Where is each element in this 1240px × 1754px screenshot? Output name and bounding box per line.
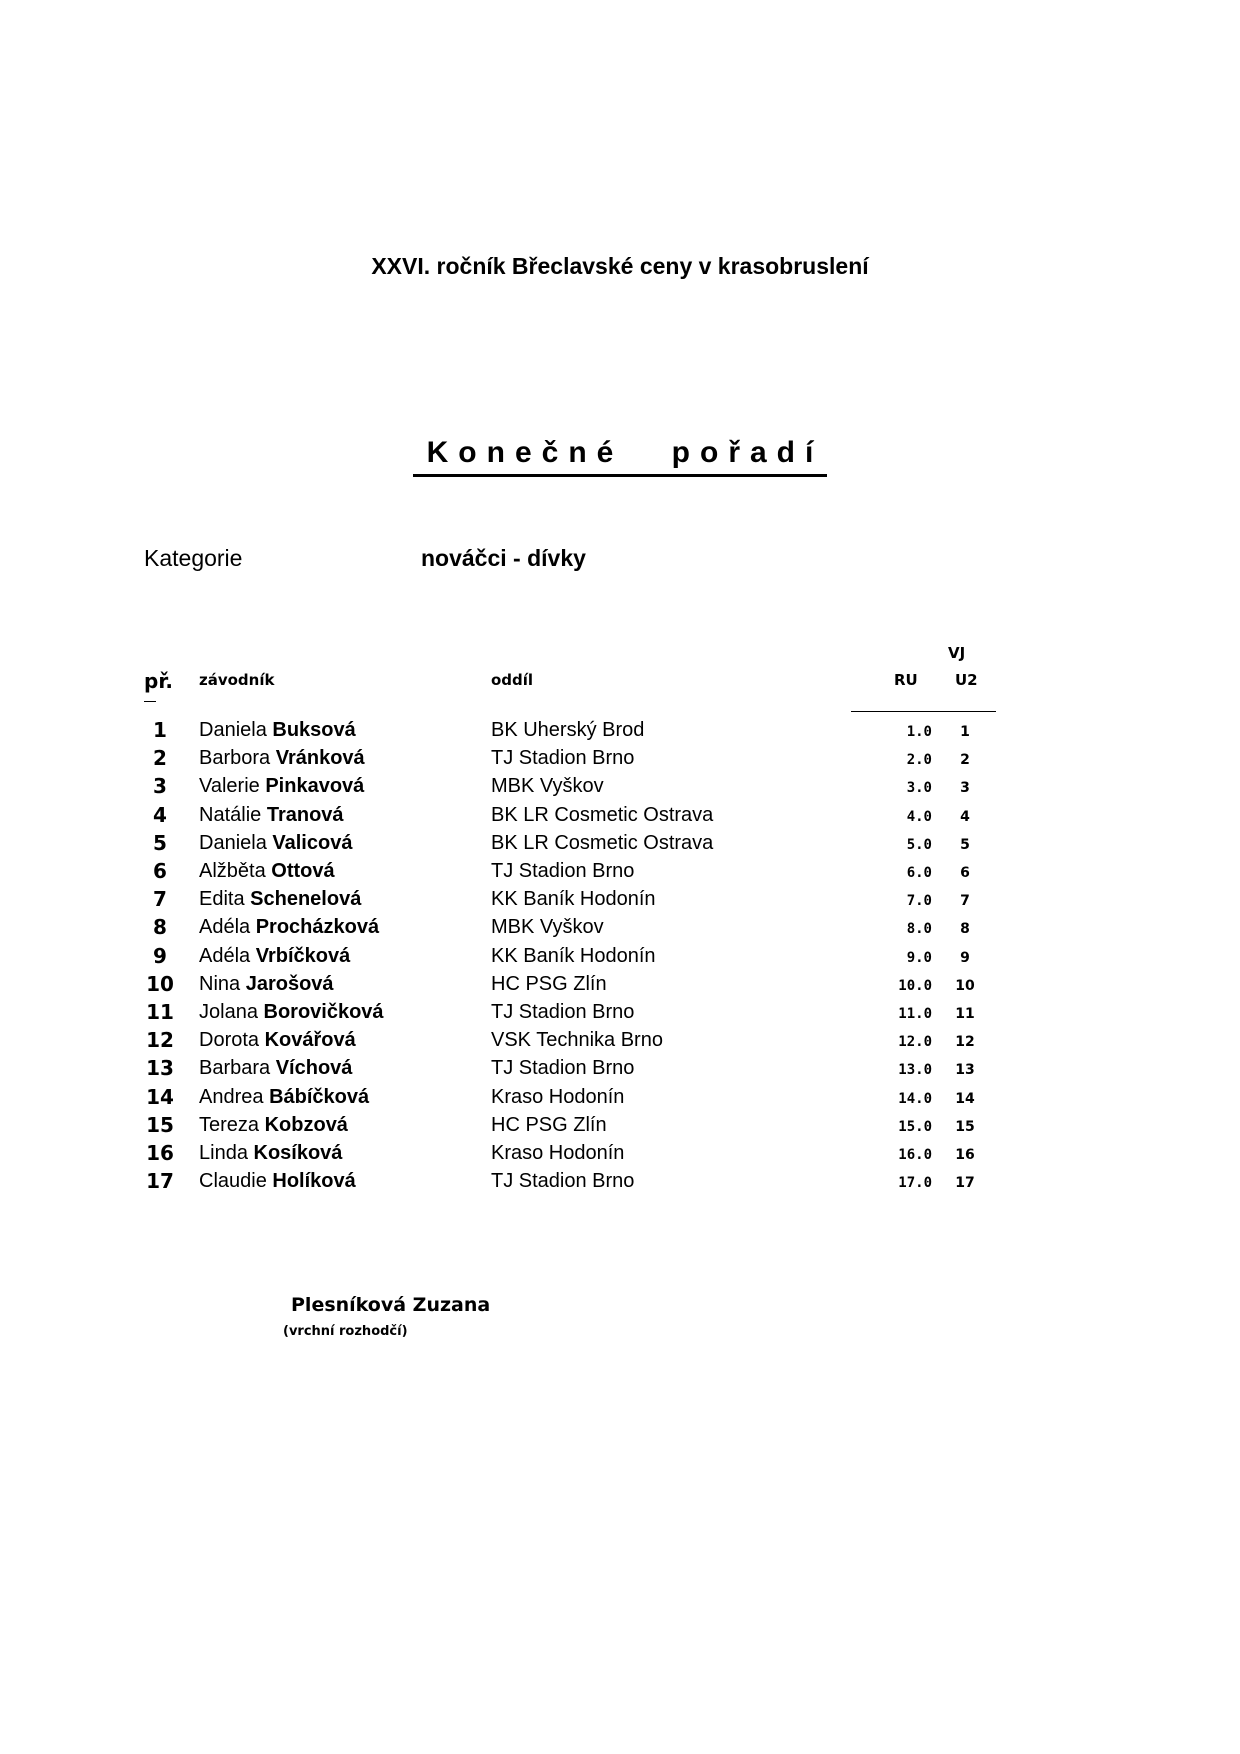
club-cell: KK Baník Hodonín	[491, 888, 656, 911]
first-name: Tereza	[199, 1113, 260, 1136]
u2-cell: 15	[955, 1118, 975, 1135]
first-name: Jolana	[199, 1001, 258, 1023]
last-name: Valicová	[272, 831, 353, 854]
club-cell: BK LR Cosmetic Ostrava	[491, 831, 714, 854]
club-cell: BK LR Cosmetic Ostrava	[491, 803, 714, 826]
u2-cell: 6	[960, 865, 970, 881]
club-cell: Kraso Hodonín	[491, 1142, 625, 1164]
last-name: Kovářová	[264, 1029, 356, 1052]
column-header-name: závodník	[199, 671, 275, 689]
competitor-cell	[199, 1029, 356, 1052]
u2-cell: 12	[955, 1034, 975, 1051]
header-divider-rule	[851, 711, 996, 712]
u2-cell: 13	[955, 1062, 975, 1079]
table-row	[0, 942, 1240, 970]
club-cell: TJ Stadion Brno	[491, 1057, 635, 1080]
competitor-cell	[199, 775, 364, 798]
last-name: Jarošová	[245, 972, 334, 995]
first-name: Adéla	[199, 944, 251, 967]
ru-cell: 13.0	[898, 1062, 932, 1079]
rank-cell: 5	[153, 830, 167, 855]
ru-cell: 11.0	[898, 1006, 932, 1022]
last-name: Procházková	[255, 916, 380, 939]
last-name: Holíková	[272, 1170, 356, 1193]
table-row	[0, 744, 1240, 772]
first-name: Claudie	[199, 1170, 267, 1193]
rank-cell: 17	[146, 1169, 174, 1194]
column-header-u2: U2	[955, 671, 978, 689]
competitor-cell	[199, 1086, 369, 1109]
club-cell: BK Uherský Brod	[491, 719, 645, 741]
table-row	[0, 1026, 1240, 1054]
ru-cell: 2.0	[906, 752, 932, 769]
last-name: Pinkavová	[265, 775, 365, 798]
first-name: Barbara	[199, 1057, 271, 1080]
rank-cell: 11	[146, 1000, 174, 1024]
ru-cell: 14.0	[898, 1090, 932, 1107]
competitor-cell	[199, 1170, 356, 1193]
table-row	[0, 716, 1240, 744]
table-row	[0, 1139, 1240, 1167]
table-row	[0, 1054, 1240, 1082]
club-cell: MBK Vyškov	[491, 916, 604, 939]
first-name: Natálie	[199, 803, 262, 826]
ru-cell: 1.0	[906, 724, 932, 740]
ru-cell: 9.0	[906, 949, 932, 966]
u2-cell: 7	[960, 893, 970, 910]
club-cell: TJ Stadion Brno	[491, 747, 635, 770]
competitor-cell	[199, 1114, 348, 1137]
rank-cell: 13	[146, 1056, 174, 1081]
first-name: Adéla	[199, 916, 251, 939]
first-name: Alžběta	[199, 860, 266, 882]
u2-cell: 17	[955, 1175, 975, 1192]
ru-cell: 3.0	[906, 780, 932, 797]
rank-cell: 6	[153, 859, 167, 883]
last-name: Ottová	[271, 860, 335, 882]
last-name: Schenelová	[250, 888, 362, 911]
rank-cell: 3	[153, 774, 167, 799]
rank-cell: 9	[153, 943, 167, 968]
first-name: Valerie	[199, 775, 260, 798]
table-row	[0, 857, 1240, 885]
rank-cell: 16	[146, 1141, 174, 1165]
last-name: Vránková	[275, 747, 365, 770]
ru-cell: 15.0	[898, 1118, 932, 1135]
ru-cell: 7.0	[906, 893, 932, 910]
last-name: Kobzová	[264, 1113, 348, 1136]
table-row	[0, 829, 1240, 857]
competitor-cell	[199, 1142, 342, 1165]
u2-cell: 9	[960, 949, 970, 966]
club-cell: MBK Vyškov	[491, 775, 604, 798]
last-name: Borovičková	[263, 1001, 384, 1023]
competitor-cell	[199, 747, 365, 770]
column-header-ru: RU	[894, 671, 918, 689]
table-row	[0, 772, 1240, 800]
u2-cell: 2	[960, 752, 970, 769]
last-name: Vrbíčková	[255, 944, 351, 967]
ru-cell: 17.0	[898, 1175, 932, 1192]
competitor-cell	[199, 973, 334, 996]
column-header-rank: př.	[144, 669, 173, 693]
rank-cell: 12	[146, 1028, 174, 1053]
table-row	[0, 885, 1240, 913]
club-cell: HC PSG Zlín	[491, 1113, 607, 1136]
last-name: Víchová	[275, 1057, 353, 1080]
first-name: Barbora	[199, 747, 271, 770]
header-divider-dash	[144, 701, 156, 702]
rank-cell: 15	[146, 1112, 174, 1137]
club-cell: TJ Stadion Brno	[491, 1170, 635, 1193]
last-name: Kosíková	[253, 1142, 343, 1164]
competitor-cell	[199, 945, 350, 968]
u2-cell: 5	[960, 836, 970, 853]
rank-cell: 2	[153, 746, 167, 771]
first-name: Andrea	[199, 1085, 264, 1108]
referee-role: (vrchní rozhodčí)	[283, 1324, 408, 1339]
u2-cell: 16	[955, 1147, 975, 1163]
ru-cell: 6.0	[906, 865, 932, 881]
rank-cell: 10	[146, 971, 174, 996]
competitor-cell	[199, 888, 361, 911]
club-cell: TJ Stadion Brno	[491, 1001, 635, 1023]
club-cell: HC PSG Zlín	[491, 972, 607, 995]
rank-cell: 14	[146, 1084, 174, 1109]
rank-cell: 4	[153, 802, 167, 827]
club-cell: KK Baník Hodonín	[491, 944, 656, 967]
column-header-club: oddíl	[491, 671, 534, 689]
competitor-cell	[199, 804, 344, 827]
u2-cell: 8	[960, 921, 970, 938]
ru-cell: 8.0	[906, 921, 932, 938]
first-name: Dorota	[199, 1029, 260, 1052]
column-header-vj: VJ	[948, 644, 966, 662]
competitor-cell	[199, 916, 379, 939]
rank-cell: 1	[153, 718, 167, 742]
heading-text: Konečné pořadí	[413, 436, 828, 477]
first-name: Linda	[199, 1142, 248, 1164]
category-label: Kategorie	[144, 545, 243, 571]
first-name: Daniela	[199, 719, 267, 741]
table-row	[0, 998, 1240, 1026]
u2-cell: 10	[955, 977, 975, 994]
category-value: nováčci - dívky	[421, 545, 586, 571]
ru-cell: 12.0	[898, 1034, 932, 1051]
event-title: XXVI. ročník Břeclavské ceny v krasobruslení	[371, 253, 869, 279]
competitor-cell	[199, 1057, 352, 1080]
last-name: Bábíčková	[269, 1085, 370, 1108]
final-ranking-heading	[0, 436, 1240, 477]
u2-cell: 14	[955, 1090, 975, 1107]
club-cell: TJ Stadion Brno	[491, 860, 635, 882]
ru-cell: 5.0	[906, 836, 932, 853]
u2-cell: 11	[955, 1006, 975, 1022]
competitor-cell	[199, 719, 356, 742]
table-row	[0, 1111, 1240, 1139]
ru-cell: 16.0	[898, 1147, 932, 1163]
first-name: Daniela	[199, 831, 267, 854]
table-row	[0, 913, 1240, 941]
rank-cell: 7	[153, 887, 167, 912]
club-cell: Kraso Hodonín	[491, 1085, 625, 1108]
u2-cell: 3	[960, 780, 970, 797]
first-name: Edita	[199, 888, 245, 911]
table-row	[0, 1167, 1240, 1195]
last-name: Tranová	[266, 803, 344, 826]
first-name: Nina	[199, 972, 241, 995]
rank-cell: 8	[153, 915, 167, 940]
referee-name: Plesníková Zuzana	[291, 1294, 491, 1316]
ru-cell: 10.0	[898, 977, 932, 994]
competitor-cell	[199, 832, 352, 855]
table-row	[0, 801, 1240, 829]
table-row	[0, 970, 1240, 998]
club-cell: VSK Technika Brno	[491, 1029, 663, 1052]
table-row	[0, 1083, 1240, 1111]
competitor-cell	[199, 860, 335, 883]
u2-cell: 1	[960, 724, 970, 740]
competitor-cell	[199, 1001, 384, 1024]
ru-cell: 4.0	[906, 808, 932, 825]
last-name: Buksová	[272, 719, 356, 741]
u2-cell: 4	[960, 808, 970, 825]
